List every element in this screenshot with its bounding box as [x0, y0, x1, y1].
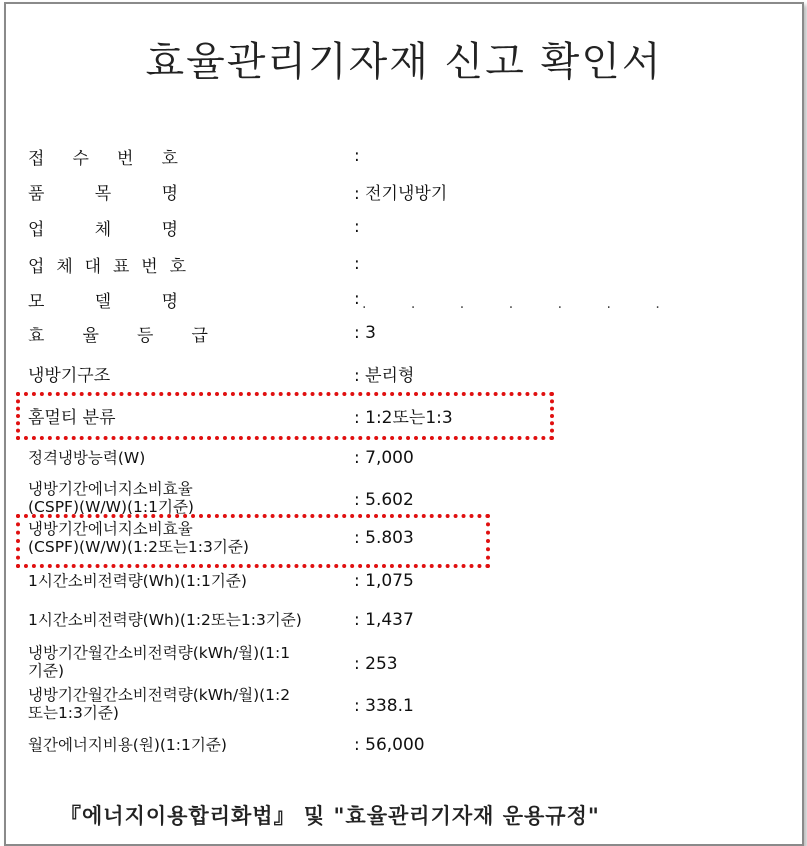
field-value: : 1:2또는1:3 [354, 407, 453, 428]
field-value: : 5.803 [354, 528, 414, 548]
label-line: 냉방기간에너지소비효율 [28, 520, 193, 538]
label-char: 명 [161, 183, 178, 204]
label-line: 냉방기간월간소비전력량(kWh/월)(1:1 [28, 644, 291, 662]
field-value: : 1,437 [354, 610, 414, 630]
label-char: 율 [82, 325, 99, 346]
field-company-name [28, 212, 768, 242]
legal-basis-footer: 『에너지이용합리화법』 및 "효율관리기자재 운용규정" [60, 804, 600, 828]
label-char: 품 [28, 183, 45, 204]
field-value: : 3 [354, 323, 376, 343]
field-value: : 전기냉방기 [354, 183, 448, 204]
label-char: 수 [72, 148, 89, 169]
label-char: 표 [112, 256, 130, 277]
model-redacted-dots: . . . . . . . [362, 296, 680, 312]
field-hourly-power-1-1 [28, 566, 768, 596]
field-label [28, 644, 290, 680]
document-title: 효율관리기자재 신고 확인서 [145, 39, 663, 85]
field-monthly-1-2 [28, 684, 768, 724]
field-label [28, 252, 186, 277]
label-char: 효 [28, 325, 45, 346]
field-home-multi [28, 400, 768, 430]
field-value: : 338.1 [354, 696, 414, 716]
field-monthly-cost [28, 730, 768, 760]
label-line: 또는1:3기준) [28, 704, 119, 722]
field-value: : 7,000 [354, 448, 414, 468]
field-label: 1시간소비전력량(Wh)(1:1기준) [28, 572, 247, 590]
label-char: 업 [28, 219, 45, 240]
label-char: 급 [191, 325, 208, 346]
field-efficiency-grade [28, 318, 768, 348]
label-char: 번 [117, 148, 134, 169]
label-char: 체 [56, 256, 73, 277]
field-value: : [354, 254, 360, 274]
label-char: 명 [161, 291, 178, 312]
field-label [28, 287, 178, 312]
field-label: 홈멀티 분류 [28, 407, 116, 428]
field-company-rep-number [28, 249, 768, 279]
field-label [28, 215, 178, 240]
label-char: 업 [28, 256, 45, 277]
label-char: 대 [84, 256, 102, 277]
field-label [28, 520, 249, 556]
field-label: 정격냉방능력(W) [28, 449, 146, 467]
field-value: : 56,000 [354, 735, 425, 755]
field-value: : [354, 146, 360, 166]
label-char: 목 [94, 183, 112, 204]
label-line: (CSPF)(W/W)(1:2또는1:3기준) [28, 538, 249, 556]
label-line: (CSPF)(W/W)(1:1기준) [28, 498, 194, 516]
field-product-name [28, 176, 768, 206]
label-char: 명 [161, 219, 178, 240]
label-char: 등 [137, 325, 154, 346]
field-value: : 분리형 [354, 365, 415, 386]
field-rated-cooling [28, 443, 768, 473]
label-char: 호 [169, 256, 186, 277]
field-label: 1시간소비전력량(Wh)(1:2또는1:3기준) [28, 611, 302, 629]
label-line: 냉방기간월간소비전력량(kWh/월)(1:2 [28, 686, 291, 704]
field-value: : 1,075 [354, 571, 414, 591]
label-line: 냉방기간에너지소비효율 [28, 480, 193, 498]
field-label [28, 179, 178, 204]
field-label [28, 321, 208, 346]
label-char: 체 [94, 219, 112, 240]
field-value: : 5.602 [354, 490, 414, 510]
field-cspf-1-1 [28, 478, 768, 518]
field-monthly-1-1 [28, 642, 768, 682]
field-receipt-number [28, 141, 768, 171]
field-label: 냉방기구조 [28, 365, 111, 386]
label-char: 번 [141, 256, 158, 277]
label-char: 모 [28, 291, 45, 312]
field-cooling-structure [28, 358, 768, 388]
label-char: 접 [28, 148, 45, 169]
field-value: : [354, 217, 360, 237]
field-value: : [354, 289, 360, 309]
field-value: : 253 [354, 654, 398, 674]
field-label [28, 480, 194, 516]
label-char: 델 [94, 291, 112, 312]
field-label [28, 144, 178, 169]
field-label [28, 686, 290, 722]
field-cspf-1-2 [28, 518, 768, 558]
label-char: 호 [161, 148, 178, 169]
label-line: 기준) [28, 662, 64, 680]
field-hourly-power-1-2 [28, 605, 768, 635]
field-label: 월간에너지비용(원)(1:1기준) [28, 736, 227, 754]
